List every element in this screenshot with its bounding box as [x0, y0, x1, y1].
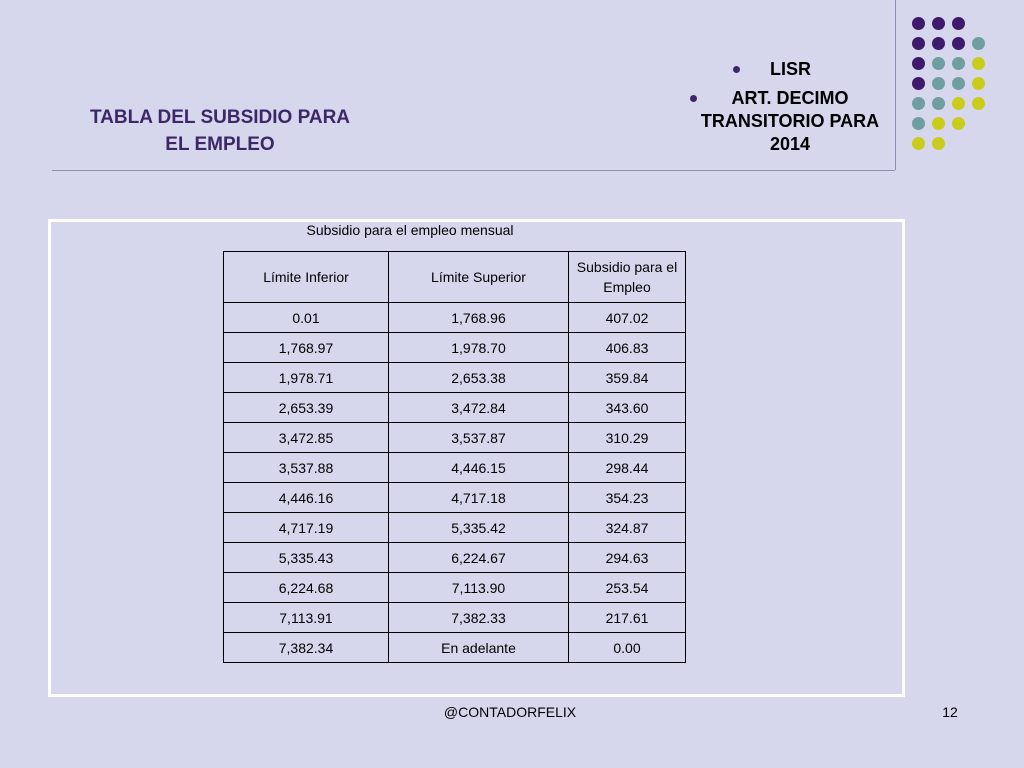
- header-subsidio: Subsidio para el Empleo: [569, 252, 686, 303]
- table-cell: 4,446.16: [224, 483, 389, 513]
- decorative-dot: [932, 137, 945, 150]
- decorative-dot: [932, 37, 945, 50]
- decorative-dot: [912, 77, 925, 90]
- decorative-dot: [932, 97, 945, 110]
- table-cell: 359.84: [569, 363, 686, 393]
- slide-title: [60, 104, 380, 158]
- table-row: [224, 573, 686, 603]
- header-limite-inferior: Límite Inferior: [224, 252, 389, 303]
- slide-title-line-1: TABLA DEL SUBSIDIO PARA: [89, 107, 351, 128]
- header-limite-superior: Límite Superior: [389, 252, 569, 303]
- table-row: [224, 453, 686, 483]
- table-cell: 4,717.18: [389, 483, 569, 513]
- header-divider-vertical: [895, 0, 896, 170]
- table-cell: 294.63: [569, 543, 686, 573]
- footer-handle: @CONTADORFELIX: [443, 704, 577, 720]
- table-cell: 5,335.42: [389, 513, 569, 543]
- table-cell: 7,113.90: [389, 573, 569, 603]
- table-cell: 7,113.91: [224, 603, 389, 633]
- decorative-dot: [952, 17, 965, 30]
- table-cell: 354.23: [569, 483, 686, 513]
- table-cell: 7,382.33: [389, 603, 569, 633]
- decorative-dot: [912, 97, 925, 110]
- decorative-dot: [912, 117, 925, 130]
- decorative-dot: [932, 77, 945, 90]
- table-row: [224, 363, 686, 393]
- table-row: [224, 423, 686, 453]
- decorative-dot-grid: [912, 17, 1012, 147]
- decorative-dot: [972, 77, 985, 90]
- subsidy-table: [223, 251, 686, 663]
- decorative-dot: [972, 57, 985, 70]
- table-cell: 253.54: [569, 573, 686, 603]
- table-cell: 0.00: [569, 633, 686, 663]
- table-cell: En adelante: [389, 633, 569, 663]
- slide-title-line-2: EL EMPLEO: [165, 134, 275, 155]
- decorative-dot: [912, 17, 925, 30]
- decorative-dot: [952, 57, 965, 70]
- decorative-dot: [912, 37, 925, 50]
- bullet-list: [680, 58, 900, 156]
- table-cell: 343.60: [569, 393, 686, 423]
- header-divider-horizontal: [52, 170, 895, 171]
- table-cell: 4,717.19: [224, 513, 389, 543]
- decorative-dot: [952, 117, 965, 130]
- table-row: [224, 543, 686, 573]
- table-cell: 310.29: [569, 423, 686, 453]
- table-cell: 406.83: [569, 333, 686, 363]
- table-row: [224, 633, 686, 663]
- table-cell: 3,537.88: [224, 453, 389, 483]
- page-number: 12: [942, 704, 958, 720]
- table-row: [224, 333, 686, 363]
- table-cell: 3,537.87: [389, 423, 569, 453]
- table-cell: 298.44: [569, 453, 686, 483]
- table-cell: 7,382.34: [224, 633, 389, 663]
- table-row: [224, 483, 686, 513]
- table-cell: 5,335.43: [224, 543, 389, 573]
- table-header-row: [224, 252, 686, 303]
- table-cell: 407.02: [569, 303, 686, 333]
- table-cell: 1,768.97: [224, 333, 389, 363]
- table-cell: 0.01: [224, 303, 389, 333]
- table-row: [224, 393, 686, 423]
- table-cell: 217.61: [569, 603, 686, 633]
- decorative-dot: [932, 57, 945, 70]
- decorative-dot: [972, 37, 985, 50]
- table-cell: 2,653.39: [224, 393, 389, 423]
- bullet-item-lisr: LISR: [680, 58, 900, 81]
- table-row: [224, 513, 686, 543]
- decorative-dot: [932, 117, 945, 130]
- table-cell: 1,978.70: [389, 333, 569, 363]
- table-cell: 2,653.38: [389, 363, 569, 393]
- table-cell: 3,472.84: [389, 393, 569, 423]
- decorative-dot: [952, 97, 965, 110]
- table-cell: 4,446.15: [389, 453, 569, 483]
- bullet-item-articulo: ART. DECIMO TRANSITORIO PARA 2014: [680, 87, 880, 156]
- table-cell: 3,472.85: [224, 423, 389, 453]
- table-row: [224, 603, 686, 633]
- table-caption: Subsidio para el empleo mensual: [306, 222, 514, 238]
- decorative-dot: [952, 37, 965, 50]
- table-cell: 6,224.68: [224, 573, 389, 603]
- table-cell: 6,224.67: [389, 543, 569, 573]
- table-cell: 1,978.71: [224, 363, 389, 393]
- decorative-dot: [952, 77, 965, 90]
- table-cell: 324.87: [569, 513, 686, 543]
- table-row: [224, 303, 686, 333]
- decorative-dot: [912, 137, 925, 150]
- decorative-dot: [912, 57, 925, 70]
- table-cell: 1,768.96: [389, 303, 569, 333]
- table-body: [224, 303, 686, 663]
- decorative-dot: [972, 97, 985, 110]
- decorative-dot: [932, 17, 945, 30]
